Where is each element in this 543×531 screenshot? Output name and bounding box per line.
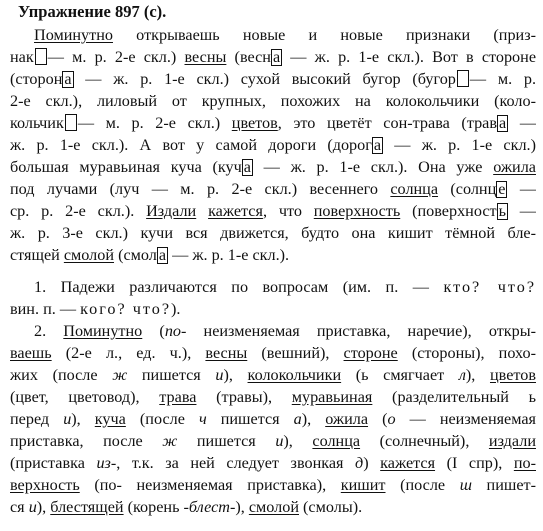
paragraph-line: стящей смолой (смол а — ж. р. 1-е скл.). xyxy=(10,246,290,264)
section-2-line: жих (после ж пишется и), колокольчики (ь смягчает л), цветов xyxy=(10,366,536,384)
section-2-line: верхность (по- неизменяемая приставка), кишит (после ш пишет- xyxy=(10,476,536,494)
ending-box: а xyxy=(158,246,167,264)
ending-box: ь xyxy=(498,202,506,220)
empty-ending-box xyxy=(65,114,77,131)
section-1-line: вин. п. — кого? что?). xyxy=(10,300,181,318)
exercise-page xyxy=(10,0,536,531)
underlined-word: смолой xyxy=(63,246,115,264)
section-2-line: приставка, после ж пишется и), солнца (солнечный), издали xyxy=(10,432,536,450)
underlined-word: весны xyxy=(184,48,227,66)
section-2-line: 2. Поминутно (по- неизменяемая приставка, наречие), откры- xyxy=(34,322,536,340)
underlined-word: солнца xyxy=(390,180,439,198)
paragraph-line: 2-е скл.), лиловый от крупных, похожих на колокольчики (коло- xyxy=(10,92,536,110)
underlined-word: кажется xyxy=(208,202,263,220)
ending-box: а xyxy=(243,158,251,176)
ending-box: а xyxy=(499,114,507,132)
paragraph-line: ср. р. 2-е скл.). Издали кажется, что поверхность (поверхност ь — xyxy=(10,202,536,220)
ending-box: е xyxy=(498,180,506,198)
paragraph-line: Поминутно открываешь новые и новые признаки (приз- xyxy=(34,26,536,44)
paragraph-line: нак — м. р. 2-е скл.) весны (весн а — ж. р. 1-е скл.). Вот в стороне xyxy=(10,48,536,66)
underlined-word: цветов xyxy=(231,114,278,132)
section-2-line: (цвет, цветовод), трава (травы), муравьиная (разделительный ь xyxy=(10,388,536,406)
underlined-word: Издали xyxy=(146,202,197,220)
paragraph-line: большая муравьиная куча (куч а — ж. р. 1-е скл.). Она уже ожила xyxy=(10,158,536,176)
paragraph-line: ж. р. 3-е скл.) кучи вся движется, будто она кишит тёмной бле- xyxy=(10,224,536,242)
spaced-question: кто? что? xyxy=(443,278,536,296)
underlined-word: поверхность xyxy=(313,202,401,220)
exercise-title: Упражнение 897 (с). xyxy=(18,2,167,21)
section-2-line: ся и), блестящей (корень -блест-), смолой (смолы). xyxy=(10,498,363,516)
underlined-word: ожила xyxy=(493,158,536,176)
ending-box: а xyxy=(64,70,72,88)
section-1-line: 1. Падежи различаются по вопросам (им. п. — кто? что? xyxy=(34,278,536,296)
section-2-line: (приставка из-, т.к. за ней следует звонкая д) кажется (I спр), по- xyxy=(10,454,536,472)
paragraph-line: ж. р. 1-е скл.). А вот у самой дороги (дорог а — ж. р. 1-е скл.) xyxy=(10,136,536,154)
underlined-word: Поминутно xyxy=(34,26,113,44)
empty-ending-box xyxy=(35,48,47,65)
section-2-line: ваешь (2-е л., ед. ч.), весны (вешний), стороне (стороны), похо- xyxy=(10,344,536,362)
empty-ending-box xyxy=(457,70,469,87)
paragraph-line: (сторон а — ж. р. 1-е скл.) сухой высокий бугор (бугор — м. р. xyxy=(10,70,536,88)
section-2-line: перед и), куча (после ч пишется а), ожила (о — неизменяемая xyxy=(10,410,536,428)
paragraph-line: под лучами (луч — м. р. 2-е скл.) весеннего солнца (солнц е — xyxy=(10,180,536,198)
ending-box: а xyxy=(272,48,281,66)
paragraph-line: кольчик — м. р. 2-е скл.) цветов, это цветёт сон-трава (трав а — xyxy=(10,114,536,132)
ending-box: а xyxy=(373,136,382,154)
spaced-question: кого? что? xyxy=(80,300,172,318)
